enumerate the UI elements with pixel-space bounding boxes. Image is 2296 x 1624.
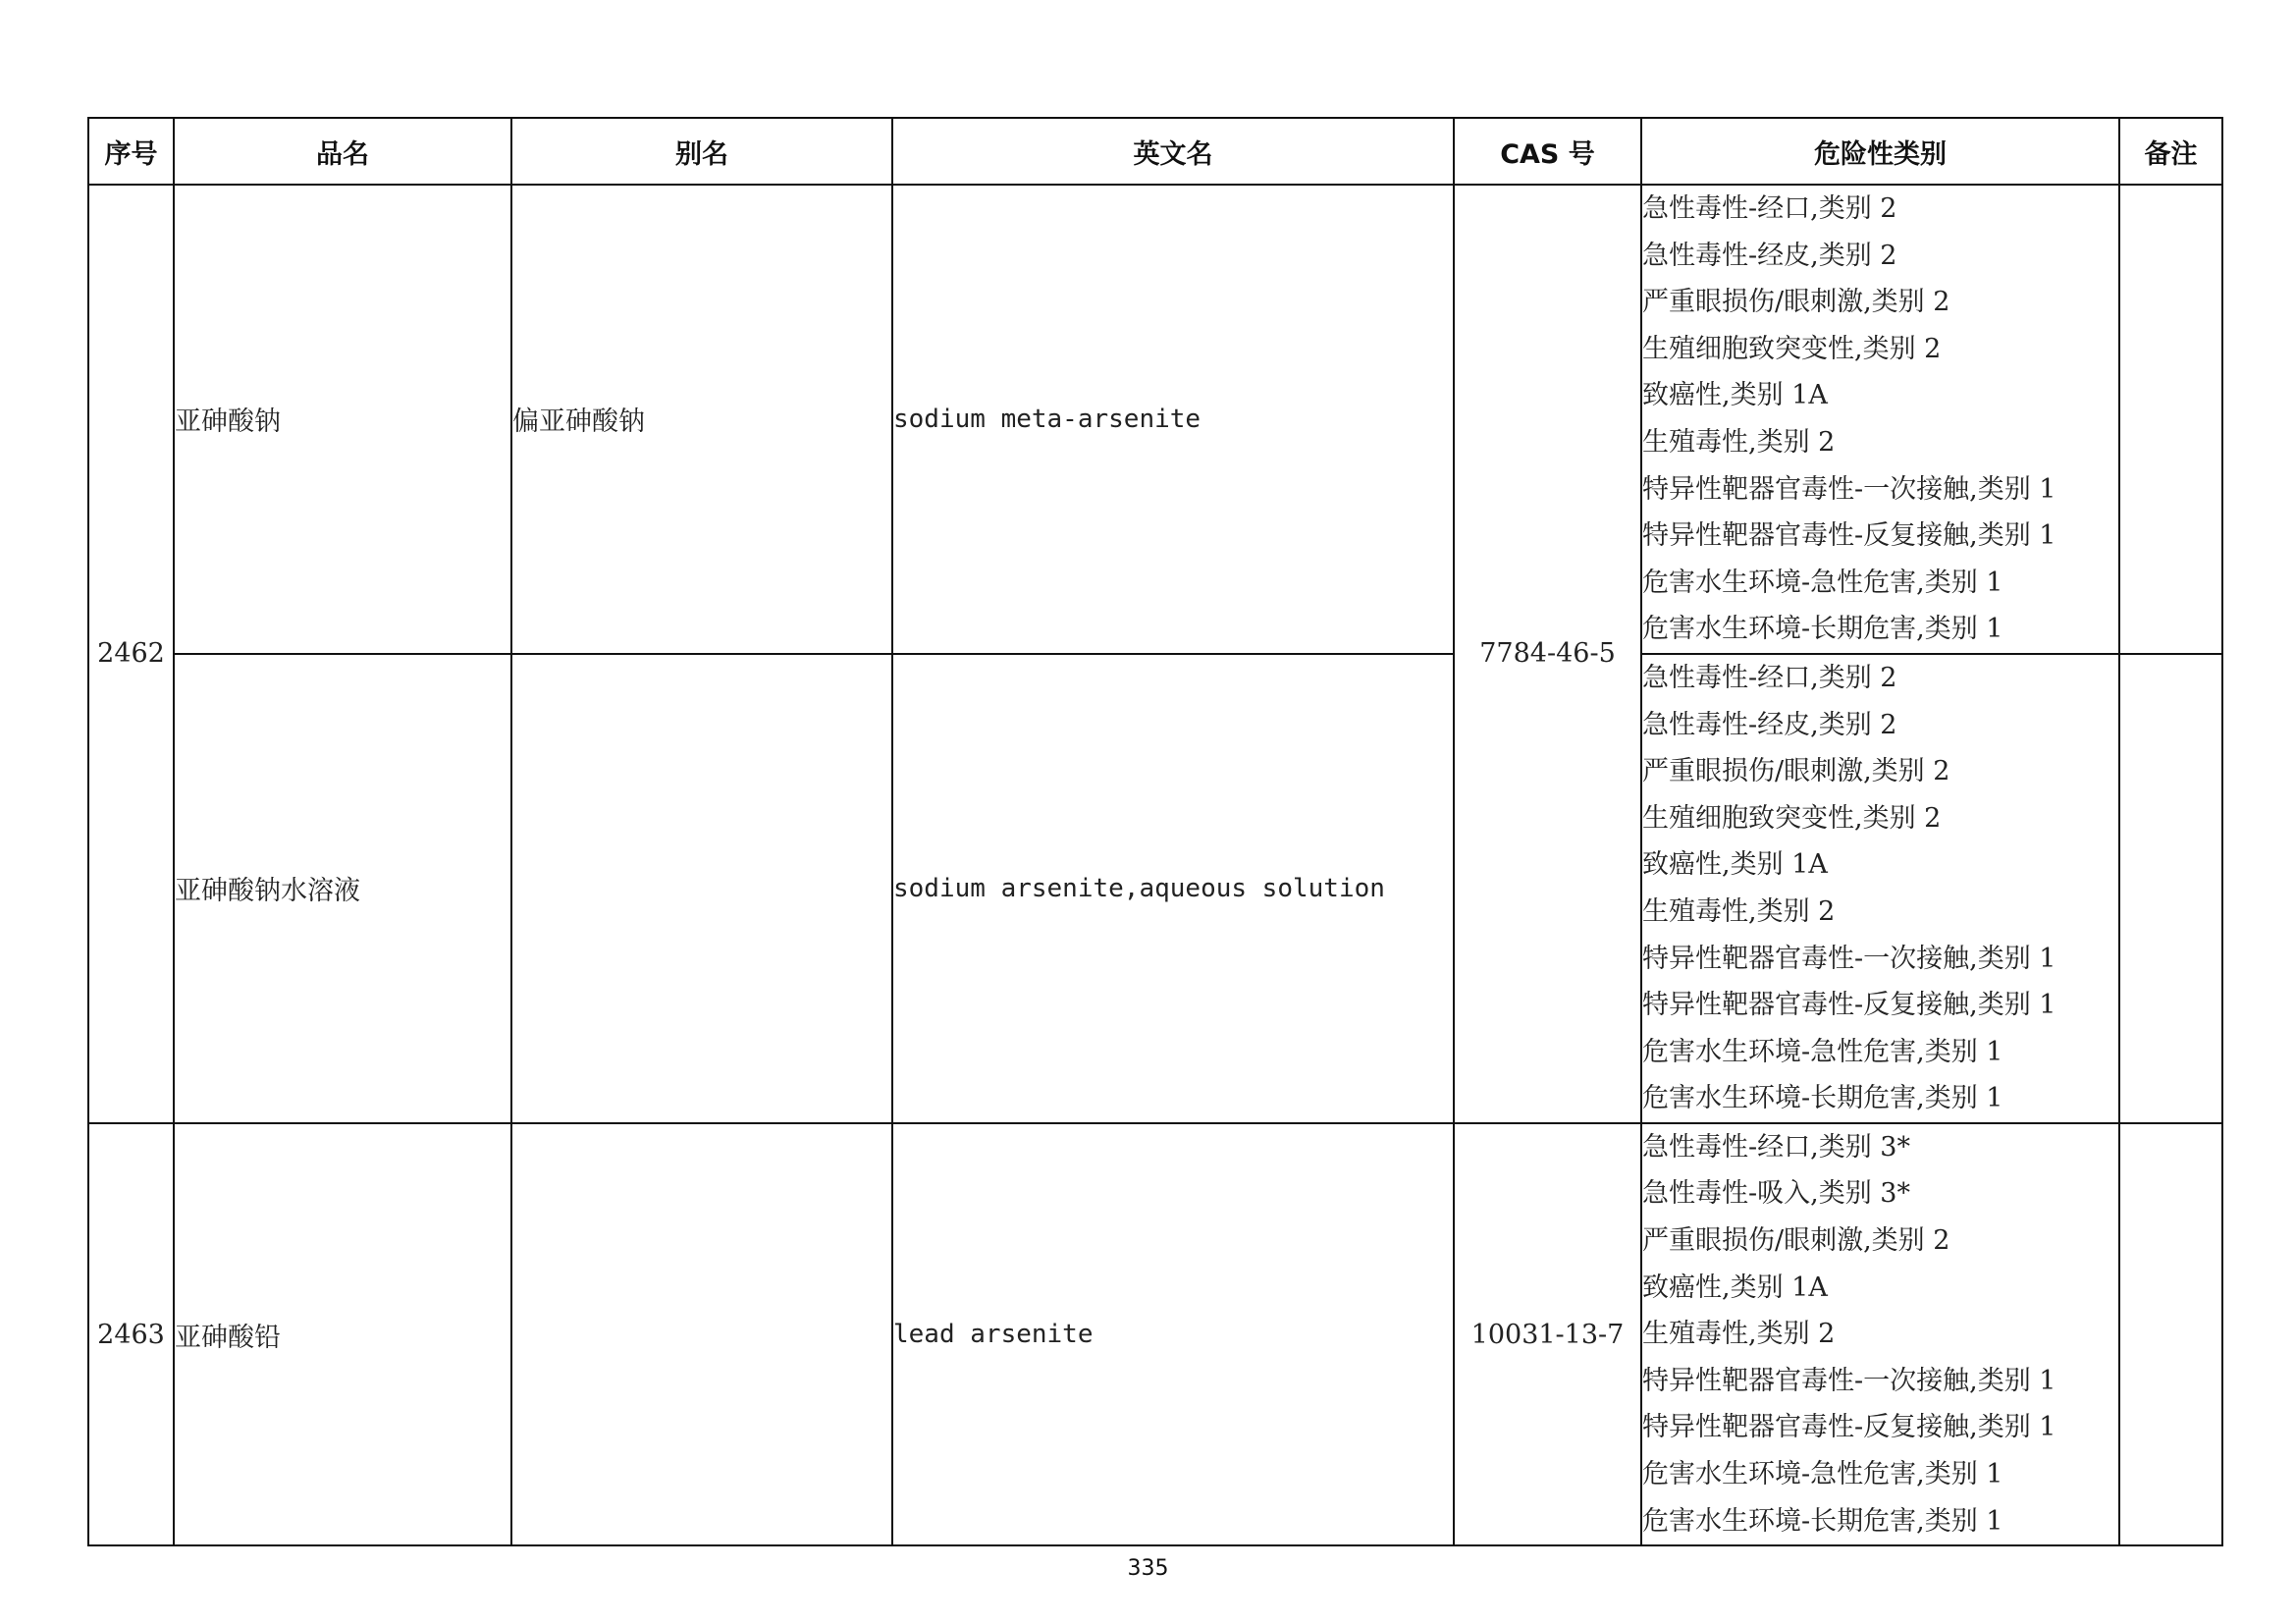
header-remark: 备注 [2119, 118, 2222, 185]
remark [2119, 654, 2222, 1123]
hazard-item: 急性毒性-经口,类别 2 [1642, 193, 1897, 224]
hazard-item: 严重眼损伤/眼刺激,类别 2 [1642, 287, 1950, 318]
product-name: 亚砷酸钠水溶液 [174, 654, 511, 1123]
hazard-item: 危害水生环境-急性危害,类别 1 [1642, 1036, 2003, 1067]
header-index: 序号 [88, 118, 174, 185]
hazard-item: 特异性靶器官毒性-反复接触,类别 1 [1642, 520, 2056, 552]
hazard-item: 急性毒性-经口,类别 3* [1642, 1131, 1910, 1163]
hazard-list [1641, 1123, 2119, 1545]
hazard-item: 生殖毒性,类别 2 [1642, 426, 1836, 458]
alias-name [511, 654, 892, 1123]
product-name: 亚砷酸钠 [174, 185, 511, 654]
remark [2119, 185, 2222, 654]
hazard-item: 特异性靶器官毒性-反复接触,类别 1 [1642, 990, 2056, 1021]
hazard-item: 急性毒性-吸入,类别 3* [1642, 1178, 1910, 1210]
hazard-item: 特异性靶器官毒性-一次接触,类别 1 [1642, 943, 2056, 974]
table-row [88, 654, 2222, 1123]
row-index: 2463 [88, 1123, 174, 1545]
hazard-item: 特异性靶器官毒性-反复接触,类别 1 [1642, 1412, 2056, 1443]
hazard-item: 生殖毒性,类别 2 [1642, 1319, 1836, 1350]
hazard-item: 危害水生环境-长期危害,类别 1 [1642, 614, 2003, 645]
hazard-item: 急性毒性-经皮,类别 2 [1642, 240, 1897, 271]
hazard-item: 特异性靶器官毒性-一次接触,类别 1 [1642, 473, 2056, 505]
hazardous-chemicals-table [87, 117, 2223, 1546]
remark [2119, 1123, 2222, 1545]
header-english-name: 英文名 [892, 118, 1454, 185]
hazard-item: 危害水生环境-急性危害,类别 1 [1642, 1459, 2003, 1490]
hazard-item: 生殖毒性,类别 2 [1642, 895, 1836, 927]
row-index: 2462 [88, 185, 174, 1123]
hazard-item: 危害水生环境-长期危害,类别 1 [1642, 1505, 2003, 1537]
hazard-item: 致癌性,类别 1A [1642, 380, 1828, 411]
hazard-item: 急性毒性-经皮,类别 2 [1642, 709, 1897, 740]
header-name: 品名 [174, 118, 511, 185]
alias-name: 偏亚砷酸钠 [511, 185, 892, 654]
cas-number: 7784-46-5 [1454, 185, 1641, 1123]
hazard-item: 生殖细胞致突变性,类别 2 [1642, 802, 1942, 834]
page-number: 335 [1127, 1556, 1169, 1581]
hazard-item: 致癌性,类别 1A [1642, 849, 1828, 881]
header-hazard-class: 危险性类别 [1641, 118, 2119, 185]
hazard-item: 严重眼损伤/眼刺激,类别 2 [1642, 1225, 1950, 1257]
english-name: sodium meta-arsenite [892, 185, 1454, 654]
table-row [88, 1123, 2222, 1545]
english-name: sodium arsenite,aqueous solution [892, 654, 1454, 1123]
hazard-item: 严重眼损伤/眼刺激,类别 2 [1642, 756, 1950, 787]
hazard-item: 致癌性,类别 1A [1642, 1272, 1828, 1303]
product-name: 亚砷酸铅 [174, 1123, 511, 1545]
hazard-item: 特异性靶器官毒性-一次接触,类别 1 [1642, 1365, 2056, 1396]
hazard-list [1641, 654, 2119, 1123]
hazard-item: 危害水生环境-急性危害,类别 1 [1642, 567, 2003, 598]
cas-number: 10031-13-7 [1454, 1123, 1641, 1545]
header-cas: CAS 号 [1454, 118, 1641, 185]
header-alias: 别名 [511, 118, 892, 185]
table-row [88, 185, 2222, 654]
table-header-row [88, 118, 2222, 185]
hazard-item: 急性毒性-经口,类别 2 [1642, 662, 1897, 693]
hazard-list [1641, 185, 2119, 654]
hazard-item: 生殖细胞致突变性,类别 2 [1642, 333, 1942, 364]
hazard-item: 危害水生环境-长期危害,类别 1 [1642, 1083, 2003, 1114]
alias-name [511, 1123, 892, 1545]
english-name: lead arsenite [892, 1123, 1454, 1545]
